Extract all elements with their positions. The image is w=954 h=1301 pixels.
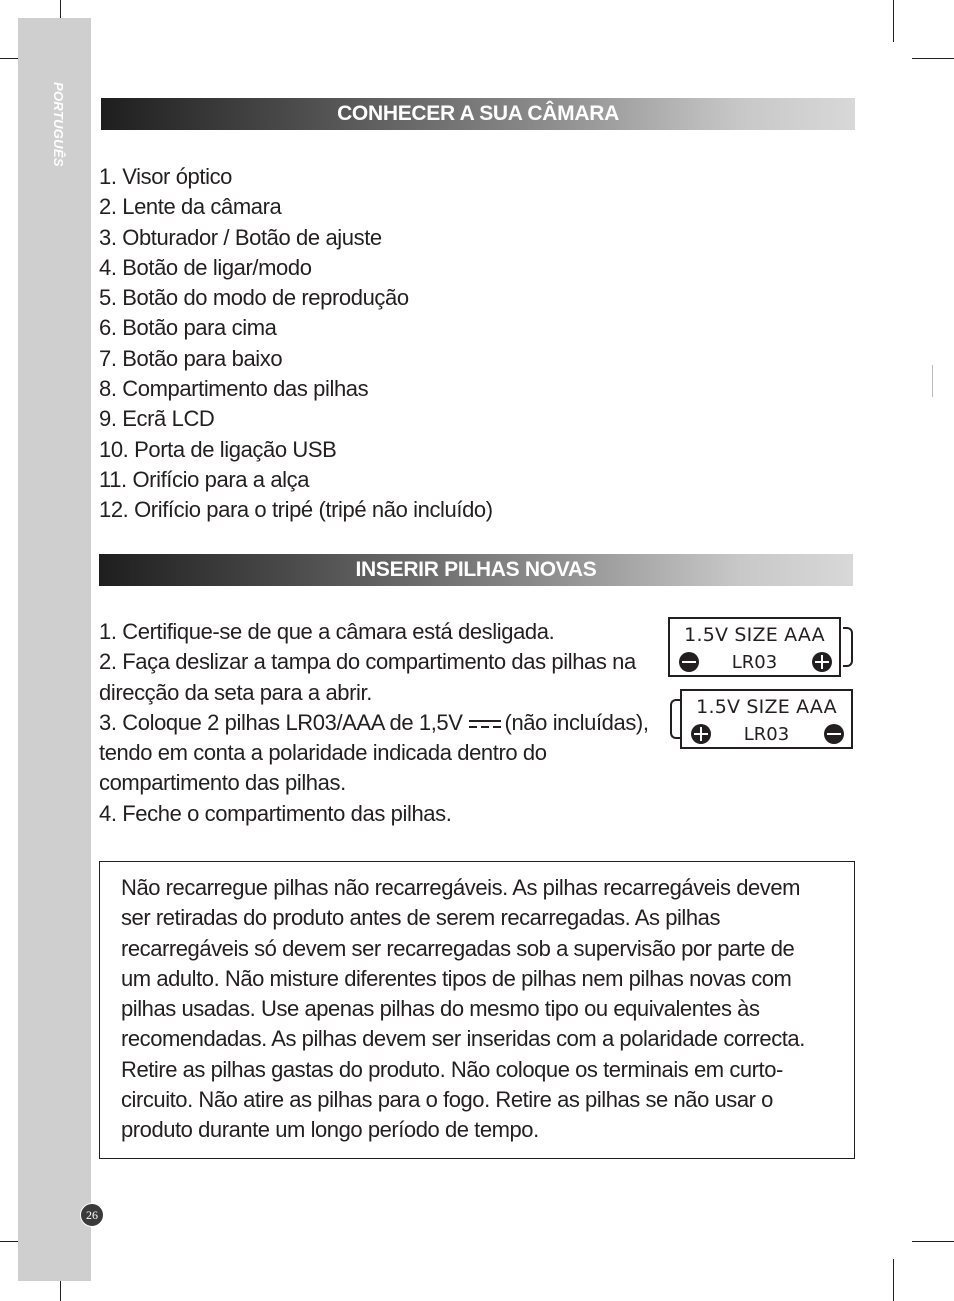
list-item: 6. Botão para cima <box>99 315 277 341</box>
language-label: PORTUGUÊS <box>51 82 66 167</box>
plus-terminal-icon <box>691 724 711 744</box>
crop-mark <box>912 1241 954 1242</box>
battery-illustration <box>668 617 841 677</box>
dc-voltage-icon <box>469 717 501 731</box>
step-2: 2. Faça deslizar a tampa do compartimento das pilhas na direcção da seta para a abrir. <box>99 649 636 705</box>
warning-text: Não recarregue pilhas não recarregáveis. As pilhas recarregáveis devem ser retiradas do produto antes de serem recarregadas. As pilhas recarregáveis só devem ser recarregadas sob a supervisão por parte de um adulto. Não misture diferentes tipos de pilhas nem pilhas novas com pilhas usadas. Use apenas pilhas do mesmo tipo ou equivalentes às recomendadas. As pilhas devem ser inseridas com a polaridade correcta. Retire as pilhas gastas do produto. Não coloque os terminais em curto-circuito. Não atire as pilhas para o fogo. Retire as pilhas se não usar o produto durante um longo período de tempo. <box>121 875 805 1143</box>
step-4: 4. Feche o compartimento das pilhas. <box>99 800 452 826</box>
list-item: 10. Porta de ligação USB <box>99 436 337 462</box>
section-title: INSERIR PILHAS NOVAS <box>355 558 597 581</box>
battery-label: 1.5V SIZE AAA <box>696 696 837 718</box>
minus-terminal-icon <box>679 652 699 672</box>
side-band <box>18 18 91 1281</box>
battery-terminal-nub <box>843 627 853 667</box>
step-3-text: 3. Coloque 2 pilhas LR03/AAA de 1,5V <box>99 709 463 735</box>
battery-type: LR03 <box>731 652 778 673</box>
list-item: 1. Visor óptico <box>99 164 233 189</box>
section-header-batteries <box>99 554 853 586</box>
crop-mark <box>912 58 954 59</box>
crop-mark <box>893 1259 894 1301</box>
battery-steps <box>99 617 659 829</box>
list-item: 8. Compartimento das pilhas <box>99 376 369 402</box>
step-1: 1. Certifique-se de que a câmara está desligada. <box>99 619 555 644</box>
list-item: 4. Botão de ligar/modo <box>99 254 312 280</box>
list-item: 2. Lente da câmara <box>99 194 282 220</box>
section-header-camera <box>101 98 855 130</box>
plus-terminal-icon <box>812 652 832 672</box>
page-number: 26 <box>80 1203 104 1227</box>
crop-mark <box>893 0 894 42</box>
step-3-text-rest: (não incluídas), tendo em conta a polaridade indicada dentro do compartimento das pilhas. <box>99 709 649 796</box>
battery-warning-box <box>99 861 855 1159</box>
step-3 <box>99 708 659 799</box>
battery-label: 1.5V SIZE AAA <box>684 624 825 646</box>
language-tab <box>51 78 100 198</box>
margin-mark <box>932 365 933 397</box>
list-item: 5. Botão do modo de reprodução <box>99 285 409 311</box>
list-item: 3. Obturador / Botão de ajuste <box>99 224 382 250</box>
list-item: 9. Ecrã LCD <box>99 406 215 432</box>
battery-illustration <box>680 689 853 749</box>
section-title: CONHECER A SUA CÂMARA <box>337 102 619 125</box>
list-item: 7. Botão para baixo <box>99 345 283 371</box>
list-item: 11. Orifício para a alça <box>99 466 310 492</box>
list-item: 12. Orifício para o tripé (tripé não incluído) <box>99 497 493 523</box>
battery-terminal-nub <box>670 699 680 739</box>
minus-terminal-icon <box>824 724 844 744</box>
battery-type: LR03 <box>743 724 790 745</box>
parts-list <box>99 162 493 526</box>
